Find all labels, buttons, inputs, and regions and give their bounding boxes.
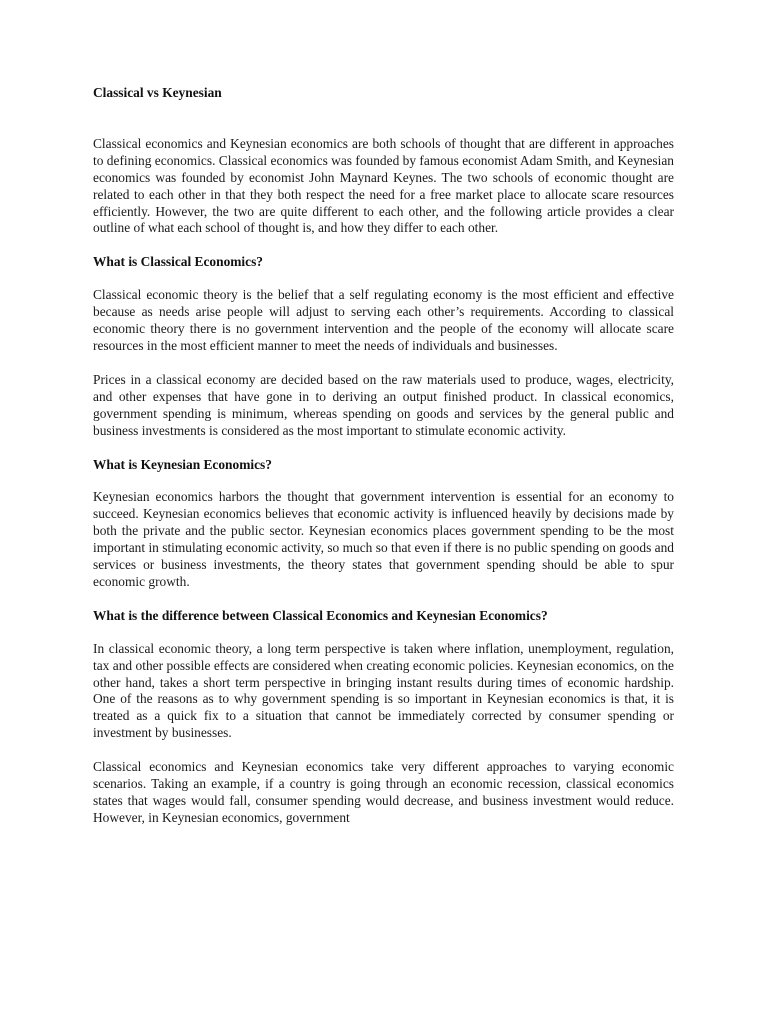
paragraph: Classical economic theory is the belief that a self regulating economy is the most efficient and effective because as needs arise people will adjust to serving each other’s requirements. According to classical economic theory there is no government intervention and the people of the economy will allocate scare resources in the most efficient manner to meet the needs of individuals and businesses. [93, 287, 674, 353]
paragraph: In classical economic theory, a long term perspective is taken where inflation, unemployment, regulation, tax and other possible effects are considered when creating economic policies. Keynesian economics, on the other hand, takes a short term perspective in bringing instant results during times of economic hardship. One of the reasons as to why government spending is so important in Keynesian economics is that, it is treated as a quick fix to a situation that cannot be immediately corrected by consumer spending or investment by businesses. [93, 640, 674, 741]
section-heading-difference: What is the difference between Classical Economics and Keynesian Economics? [93, 607, 548, 623]
section-heading-classical: What is Classical Economics? [93, 254, 263, 270]
document-body [93, 85, 674, 844]
intro-paragraph: Classical economics and Keynesian economics are both schools of thought that are different in approaches to defining economics. Classical economics was founded by famous economist Adam Smith, and Keynesian economics was founded by economist John Maynard Keynes. The two schools of economic thought are related to each other in that they both respect the need for a free market place to allocate scare resources efficiently. However, the two are quite different to each other, and the following article provides a clear outline of what each school of thought is, and how they differ to each other. [93, 135, 674, 236]
paragraph: Prices in a classical economy are decided based on the raw materials used to produce, wages, electricity, and other expenses that have gone in to deriving an output finished product. In classical economics, government spending is minimum, whereas spending on goods and services by the general public and business investments is considered as the most important to stimulate economic activity. [93, 371, 674, 438]
paragraph: Classical economics and Keynesian economics take very different approaches to varying economic scenarios. Taking an example, if a country is going through an economic recession, classical economics states that wages would fall, consumer spending would decrease, and business investment would reduce. However, in Keynesian economics, government [93, 759, 674, 825]
section-heading-keynesian: What is Keynesian Economics? [93, 456, 272, 472]
document-title: Classical vs Keynesian [93, 85, 222, 100]
paragraph: Keynesian economics harbors the thought that government intervention is essential for an economy to succeed. Keynesian economics believes that economic activity is influenced heavily by decisions made by both the private and the public sector. Keynesian economics places government spending to be the most important in stimulating economic activity, so much so that even if there is no public spending on goods and services or business investments, the theory states that government spending should be able to spur economic growth. [93, 489, 674, 589]
